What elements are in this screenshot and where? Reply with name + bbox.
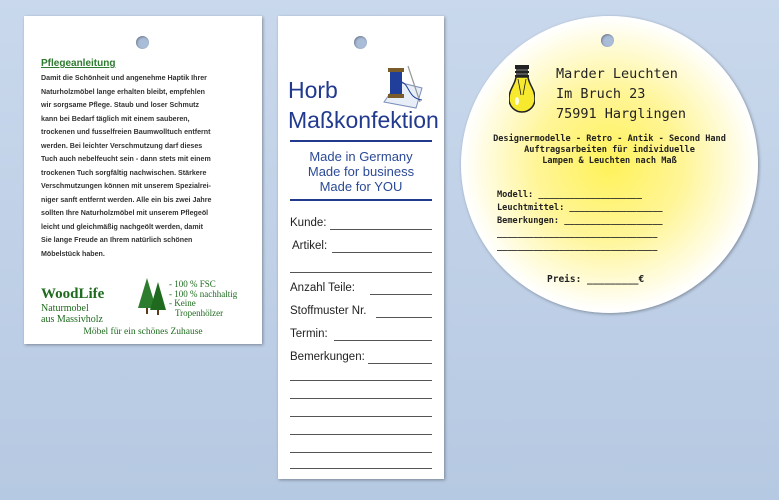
field-blank-line[interactable]: _______________________________ — [497, 242, 658, 252]
field-line[interactable] — [332, 252, 432, 253]
note-line[interactable] — [290, 398, 432, 399]
field-line[interactable] — [370, 294, 432, 295]
thread-spool-icon — [378, 62, 428, 112]
field-line[interactable] — [290, 272, 432, 273]
note-line[interactable] — [290, 380, 432, 381]
care-line: sollten Ihre Naturholzmöbel mit unserem Pflegeöl — [41, 209, 209, 217]
made-line: Made for YOU — [319, 179, 403, 194]
feature-item: - 100 % FSC — [169, 279, 216, 289]
care-line: Damit die Schönheit und angenehme Haptik Ihrer — [41, 74, 207, 82]
field-line[interactable] — [368, 363, 432, 364]
note-line[interactable] — [290, 434, 432, 435]
note-line[interactable] — [290, 452, 432, 453]
tag-hole — [136, 36, 149, 49]
care-line: niger sanft entfernt werden. Alle ein bis zwei Jahre — [41, 195, 212, 204]
care-line: Naturholzmöbel lange erhalten bleibt, empfehlen — [41, 87, 205, 96]
tag-hole — [354, 36, 367, 49]
tag-hole — [601, 34, 614, 47]
slogan: Möbel für ein schönes Zuhause — [83, 327, 203, 337]
lamp-shop-tag — [461, 16, 758, 313]
services-line: Lampen & Leuchten nach Maß — [542, 156, 677, 166]
brand-sub-line: Naturmobel — [41, 303, 89, 314]
field-modell[interactable]: Modell: ____________________ — [497, 190, 642, 200]
field-blank-line[interactable]: _______________________________ — [497, 229, 658, 239]
field-label-artikel: Artikel: — [292, 240, 328, 252]
care-line: Verschmutzungen können mit unserem Spezialrei- — [41, 182, 211, 190]
care-line: trockenen und fusselfreien Baumwolltuch entfernt — [41, 128, 211, 136]
feature-list — [169, 280, 237, 318]
field-label-anzahl: Anzahl Teile: — [290, 282, 355, 294]
care-line: werden. Bei leichter Verschmutzung darf dieses — [41, 141, 203, 150]
care-line: Tuch auch nebelfeucht sein - dann stets mit einem — [41, 155, 211, 163]
field-bemerkungen[interactable]: Bemerkungen: ___________________ — [497, 216, 663, 226]
tailoring-tag — [278, 16, 444, 479]
care-line: leicht und gleichmäßig nachgeölt werden, damit — [41, 222, 203, 231]
services-line: Auftragsarbeiten für individuelle — [524, 145, 695, 155]
services-line: Designermodelle - Retro - Antik - Second Hand — [493, 134, 726, 144]
field-label-bemerkungen: Bemerkungen: — [290, 351, 365, 363]
care-text — [41, 72, 247, 261]
field-line[interactable] — [330, 229, 432, 230]
feature-item: - Keine — [169, 298, 196, 308]
feature-item: Tropenhölzer — [175, 307, 224, 318]
brand-sub-line: aus Massivholz — [41, 314, 103, 325]
field-preis[interactable]: Preis: _________€ — [547, 274, 645, 285]
brand-title-line1: Horb — [288, 77, 338, 103]
shop-street: Im Bruch 23 — [556, 86, 646, 102]
shop-name: Marder Leuchten — [556, 66, 678, 82]
field-label-stoffmuster: Stoffmuster Nr. — [290, 305, 367, 317]
made-line: Made for business — [307, 164, 415, 179]
note-line[interactable] — [290, 468, 432, 469]
light-bulb-icon — [509, 65, 535, 117]
brand-name: WoodLife — [41, 286, 105, 302]
care-line: Sie lange Freude an Ihrem natürlich schönen — [41, 236, 193, 244]
care-tag — [24, 16, 262, 344]
field-label-kunde: Kunde: — [290, 217, 327, 229]
care-line: trockenen Tuch sorgfältig nachwischen. Stärkere — [41, 168, 207, 177]
fir-trees-icon — [137, 276, 167, 316]
care-line: kann bei Bedarf täglich mit einem sauberen, — [41, 114, 190, 123]
field-label-termin: Termin: — [290, 328, 328, 340]
care-line: wir sorgsame Pflege. Staub und loser Schmutz — [41, 101, 200, 109]
brand-title-line2: Maßkonfektion — [288, 107, 439, 133]
divider — [290, 140, 432, 142]
field-line[interactable] — [376, 317, 432, 318]
care-title: Pflegeanleitung — [41, 58, 116, 69]
divider — [290, 199, 432, 201]
field-line[interactable] — [334, 340, 432, 341]
care-line: Möbelstück haben. — [41, 249, 105, 258]
shop-city: 75991 Harglingen — [556, 106, 687, 122]
field-leuchtmittel[interactable]: Leuchtmittel: __________________ — [497, 203, 663, 213]
made-line: Made in Germany — [309, 149, 413, 164]
feature-item: - 100 % nachhaltig — [169, 288, 238, 299]
note-line[interactable] — [290, 416, 432, 417]
brand-subtitle — [41, 303, 103, 325]
